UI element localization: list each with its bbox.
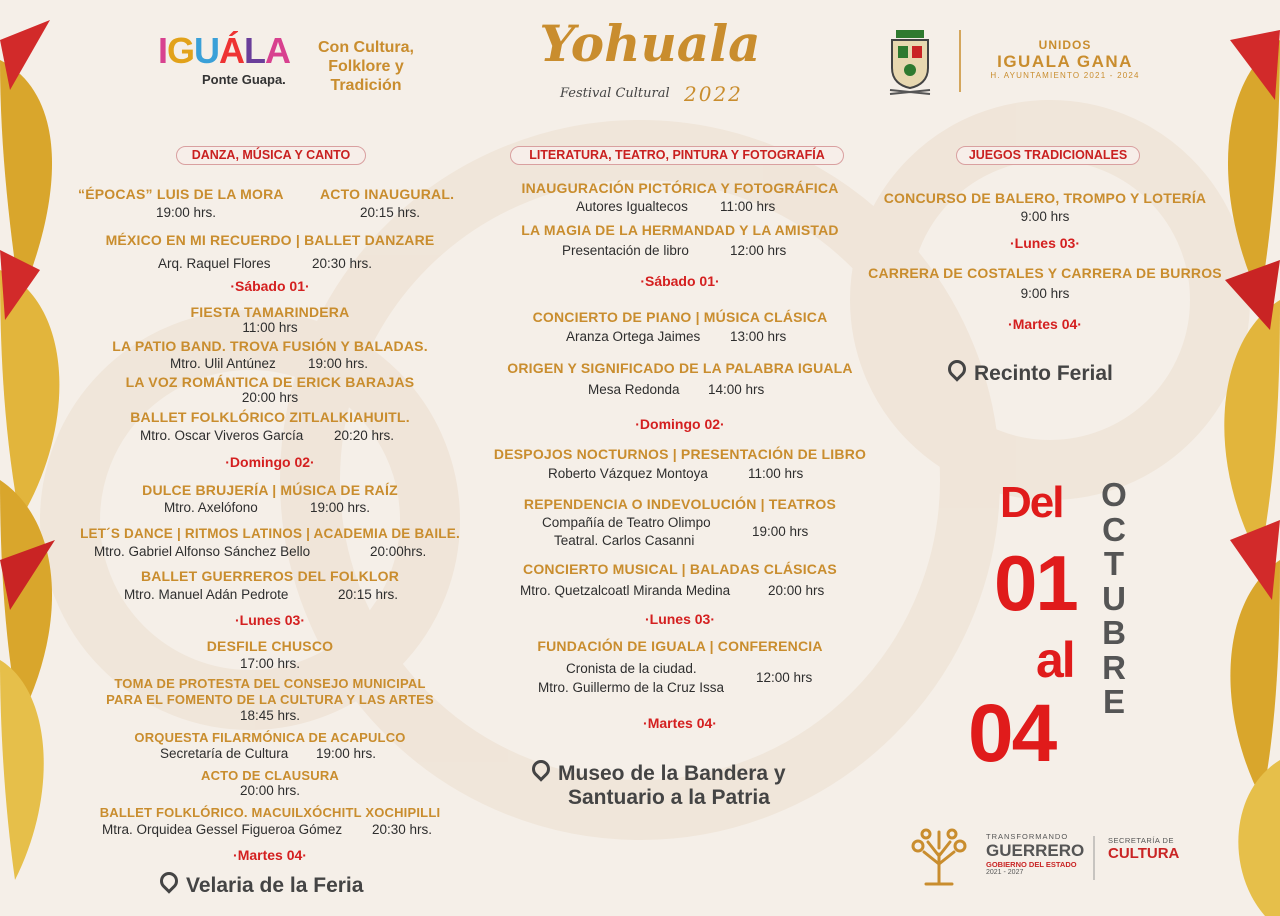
event-time: 13:00 hrs — [730, 329, 787, 344]
event-title: PARA EL FOMENTO DE LA CULTURA Y LAS ARTES — [106, 692, 434, 707]
event-performer: Mtro. Gabriel Alfonso Sánchez Bello — [94, 544, 311, 559]
day-label: ·Sábado 01· — [640, 273, 720, 289]
left-leaves-decoration — [0, 20, 59, 880]
day-label: ·Martes 04· — [233, 847, 307, 863]
event-performer: Mtro. Ulil Antúnez — [170, 356, 276, 371]
event-title: ACTO INAUGURAL. — [320, 186, 455, 202]
event-title: BALLET FOLKLÓRICO. MACUILXÓCHITL XOCHIPILLI — [99, 805, 441, 820]
iguala-gana-text: IGUALA GANA — [997, 52, 1133, 71]
event-performer: Teatral. Carlos Casanni — [554, 533, 695, 548]
event-title: BALLET GUERREROS DEL FOLKLOR — [140, 568, 400, 584]
event-title: REPENDENCIA O INDEVOLUCIÓN | TEATROS — [523, 496, 837, 512]
venue-recinto — [948, 362, 1113, 386]
date-start: 01 — [994, 539, 1077, 627]
event-time: 20:15 hrs. — [338, 587, 399, 602]
event-title: CONCIERTO MUSICAL | BALADAS CLÁSICAS — [523, 561, 837, 577]
festival-subtitle: Festival Cultural — [560, 86, 670, 101]
guerrero-logo — [986, 832, 1090, 876]
month-letter: B — [1102, 614, 1126, 651]
event-performer: Mtro. Oscar Viveros García — [140, 428, 304, 443]
event-performer: Mtro. Axelófono — [164, 500, 258, 515]
event-title: “ÉPOCAS” LUIS DE LA MORA — [78, 186, 284, 202]
venue-name: Museo de la Bandera y — [558, 762, 786, 785]
event-time: 14:00 hrs — [708, 382, 765, 397]
event-title: DULCE BRUJERÍA | MÚSICA DE RAÍZ — [142, 482, 398, 498]
event-time: 19:00 hrs. — [156, 205, 217, 220]
venue-velaria — [160, 874, 363, 898]
event-performer: Mtro. Quetzalcoatl Miranda Medina — [520, 583, 731, 598]
event-title: LET´S DANCE | RITMOS LATINOS | ACADEMIA DE BAILE. — [80, 526, 460, 541]
right-leaves-decoration — [1224, 30, 1280, 916]
event-time: 19:00 hrs. — [310, 500, 371, 515]
venue-name: Santuario a la Patria — [568, 786, 770, 809]
event-time: 18:45 hrs. — [239, 708, 301, 723]
event-time: 11:00 hrs — [748, 466, 804, 481]
event-time: 12:00 hrs — [756, 670, 813, 685]
festival-year: 2022 — [684, 82, 743, 106]
event-performer: Autores Igualtecos — [576, 199, 688, 214]
month-letter: O — [1101, 476, 1127, 513]
event-title: ORQUESTA FILARMÓNICA DE ACAPULCO — [134, 730, 406, 745]
event-performer: Cronista de la ciudad. — [566, 661, 697, 676]
category-juegos: JUEGOS TRADICIONALES — [956, 146, 1140, 165]
event-time: 17:00 hrs. — [239, 656, 301, 671]
event-time: 11:00 hrs — [720, 199, 776, 214]
guerrero-tree-icon — [906, 824, 972, 888]
event-time: 20:30 hrs. — [312, 256, 373, 271]
month-letter: E — [1102, 683, 1125, 720]
slogan-line: Con Cultura, — [318, 39, 414, 56]
event-title: ORIGEN Y SIGNIFICADO DE LA PALABRA IGUALA — [507, 360, 853, 376]
iguala-gana-block — [990, 38, 1140, 80]
event-performer: Roberto Vázquez Montoya — [548, 466, 708, 481]
event-time: 20:30 hrs. — [372, 822, 433, 837]
event-title: LA PATIO BAND. TROVA FUSIÓN Y BALADAS. — [112, 338, 428, 354]
event-performer: Arq. Raquel Flores — [158, 256, 271, 271]
event-title: MÉXICO EN MI RECUERDO | BALLET DANZARE — [105, 232, 435, 248]
slogan — [306, 38, 426, 95]
event-time: 20:20 hrs. — [334, 428, 395, 443]
event-title: LA MAGIA DE LA HERMANDAD Y LA AMISTAD — [521, 222, 839, 238]
venue-museo — [532, 762, 786, 810]
event-time: 19:00 hrs — [752, 524, 809, 539]
secretaria-text: SECRETARÍA DE — [1108, 836, 1174, 845]
category-danza: DANZA, MÚSICA Y CANTO — [176, 146, 366, 165]
day-label: ·Martes 04· — [643, 715, 717, 731]
event-title: ACTO DE CLAUSURA — [200, 768, 340, 783]
unidos-text: UNIDOS — [1038, 38, 1092, 52]
event-time: 20:00 hrs — [241, 390, 299, 405]
transformando-text: TRANSFORMANDO — [986, 832, 1069, 841]
event-title: CARRERA DE COSTALES Y CARRERA DE BURROS — [868, 265, 1222, 281]
month-letter: U — [1102, 579, 1126, 617]
secretaria-cultura-logo — [1108, 836, 1179, 862]
event-title: FUNDACIÓN DE IGUALA | CONFERENCIA — [537, 638, 823, 654]
event-time: 9:00 hrs — [1020, 209, 1070, 224]
event-performer: Mesa Redonda — [588, 382, 680, 397]
event-performer: Mtro. Manuel Adán Pedrote — [124, 587, 289, 602]
event-time: 19:00 hrs. — [316, 746, 377, 761]
day-label: ·Lunes 03· — [234, 612, 305, 628]
cultura-text: CULTURA — [1108, 845, 1180, 862]
event-title: DESFILE CHUSCO — [206, 638, 334, 654]
municipal-shield-icon — [886, 26, 934, 96]
event-performer: Secretaría de Cultura — [160, 746, 289, 761]
event-time: 19:00 hrs. — [308, 356, 369, 371]
day-label: ·Lunes 03· — [644, 611, 715, 627]
venue-name: Recinto Ferial — [974, 362, 1113, 385]
event-title: LA VOZ ROMÁNTICA DE ERICK BARAJAS — [125, 374, 415, 390]
day-label: ·Domingo 02· — [635, 416, 725, 432]
event-performer: Mtra. Orquidea Gessel Figueroa Gómez — [102, 822, 343, 837]
event-title: DESPOJOS NOCTURNOS | PRESENTACIÓN DE LIBRO — [493, 446, 867, 462]
category-literatura: LITERATURA, TEATRO, PINTURA Y FOTOGRAFÍA — [510, 146, 844, 165]
month-letter: C — [1102, 510, 1126, 548]
day-label: ·Martes 04· — [1008, 316, 1082, 332]
event-time: 11:00 hrs — [242, 320, 298, 335]
event-performer: Mtro. Guillermo de la Cruz Issa — [538, 680, 725, 695]
month-letter: R — [1102, 648, 1126, 686]
day-label: ·Sábado 01· — [230, 278, 310, 294]
date-end: 04 — [968, 688, 1056, 779]
guerrero-text: GUERRERO — [986, 841, 1085, 860]
iguala-tagline: Ponte Guapa. — [202, 72, 286, 87]
slogan-line: Tradición — [330, 77, 402, 94]
event-time: 12:00 hrs — [730, 243, 787, 258]
event-time: 20:00 hrs. — [239, 783, 301, 798]
day-label: ·Domingo 02· — [225, 454, 315, 470]
event-title: TOMA DE PROTESTA DEL CONSEJO MUNICIPAL — [114, 676, 426, 691]
date-al: al — [1036, 632, 1074, 688]
day-label: ·Lunes 03· — [1009, 235, 1080, 251]
event-performer: Compañía de Teatro Olimpo — [542, 515, 711, 530]
date-del: Del — [1000, 478, 1063, 527]
event-title: CONCURSO DE BALERO, TROMPO Y LOTERÍA — [883, 190, 1207, 206]
slogan-line: Folklore y — [328, 58, 404, 75]
event-time: 20:00hrs. — [370, 544, 427, 559]
event-title: CONCIERTO DE PIANO | MÚSICA CLÁSICA — [532, 309, 828, 325]
event-title: FIESTA TAMARINDERA — [190, 304, 350, 320]
gobierno-years: 2021 - 2027 — [986, 869, 1024, 876]
event-time: 20:15 hrs. — [360, 205, 421, 220]
event-performer: Presentación de libro — [562, 243, 689, 258]
festival-title: Yohuala — [539, 14, 761, 73]
event-time: 9:00 hrs — [1020, 286, 1070, 301]
event-title: INAUGURACIÓN PICTÓRICA Y FOTOGRÁFICA — [521, 180, 839, 196]
ayuntamiento-text: H. AYUNTAMIENTO 2021 - 2024 — [990, 71, 1140, 80]
month-vertical — [1098, 478, 1130, 720]
venue-name: Velaria de la Feria — [186, 874, 364, 897]
event-title: BALLET FOLKLÓRICO ZITLALKIAHUITL. — [130, 409, 410, 425]
event-performer: Aranza Ortega Jaimes — [566, 329, 701, 344]
gobierno-text: GOBIERNO DEL ESTADO — [986, 860, 1077, 869]
event-time: 20:00 hrs — [768, 583, 825, 598]
month-letter: T — [1103, 545, 1125, 582]
iguala-logo: IGUÁLA Ponte Guapa. — [158, 30, 291, 87]
